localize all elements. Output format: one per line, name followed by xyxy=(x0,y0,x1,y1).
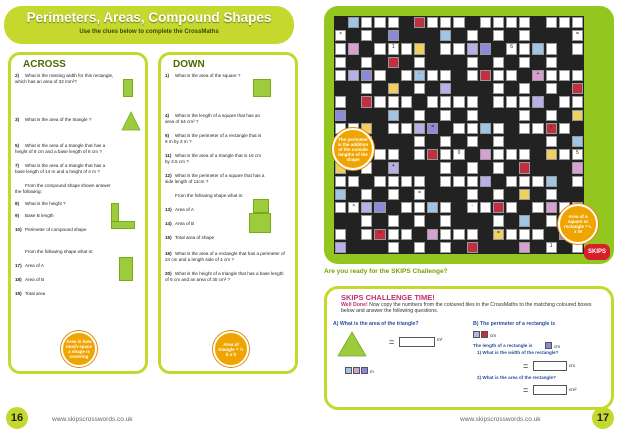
grid-cell[interactable] xyxy=(414,17,425,28)
grid-cell[interactable] xyxy=(493,30,504,41)
unit-cm2: cm² xyxy=(569,387,577,392)
challenge-title: SKIPS CHALLENGE TIME! xyxy=(341,293,435,302)
challenge-text: Well Done! Now copy the numbers from the coloured tiles in the CrossMaths to the matching coloured boxes below and answer the following questions. xyxy=(341,302,592,314)
grid-cell[interactable] xyxy=(374,202,385,213)
unit-cm-length: cm xyxy=(554,344,560,349)
grid-cell[interactable] xyxy=(467,70,478,81)
grid-cell[interactable] xyxy=(388,96,399,107)
grid-cell[interactable] xyxy=(361,202,372,213)
grid-cell[interactable] xyxy=(506,70,517,81)
grid-cell[interactable] xyxy=(440,176,451,187)
grid-cell[interactable] xyxy=(532,202,543,213)
page-number-right: 17 xyxy=(592,407,614,429)
grid-cell[interactable]: 1 xyxy=(388,43,399,54)
grid-cell[interactable]: 1 xyxy=(546,242,557,253)
grid-cell[interactable] xyxy=(493,202,504,213)
grid-cell[interactable] xyxy=(427,229,438,240)
unit-cm: cm xyxy=(490,333,496,338)
down-clue: 1) What is the area of the square ? xyxy=(165,73,241,78)
grid-cell[interactable] xyxy=(361,96,372,107)
down-clue: 4) What is the length of a square that has an area of 64 cm² ? xyxy=(165,113,261,124)
grid-cell[interactable] xyxy=(440,202,451,213)
question-b1: 1) What is the width of the rectangle? xyxy=(477,350,559,355)
colour-tile xyxy=(353,367,360,374)
grid-cell[interactable] xyxy=(519,215,530,226)
grid-cell[interactable] xyxy=(532,229,543,240)
page-title: Perimeters, Areas, Compound Shapes xyxy=(26,10,272,25)
down-clue: 16) What is the area of a rectangle that has a perimeter of 24 cm and a length side of 4 cm ? xyxy=(165,251,285,262)
grid-cell[interactable] xyxy=(480,43,491,54)
grid-cell[interactable] xyxy=(480,149,491,160)
grid-cell[interactable] xyxy=(374,149,385,160)
equals-sign: = xyxy=(389,337,395,347)
grid-cell[interactable] xyxy=(493,149,504,160)
grid-cell[interactable] xyxy=(467,96,478,107)
across-clue: 17) Area of A xyxy=(15,263,44,268)
grid-cell[interactable] xyxy=(467,30,478,41)
grid-cell[interactable] xyxy=(453,96,464,107)
grid-cell[interactable] xyxy=(440,30,451,41)
grid-cell[interactable]: × xyxy=(374,229,385,240)
grid-cell[interactable] xyxy=(572,17,583,28)
grid-cell[interactable] xyxy=(506,176,517,187)
grid-cell[interactable] xyxy=(532,96,543,107)
grid-cell[interactable] xyxy=(519,189,530,200)
answer-box-a[interactable] xyxy=(399,337,435,347)
grid-cell[interactable] xyxy=(414,149,425,160)
equals-sign: = xyxy=(523,361,529,371)
grid-cell[interactable] xyxy=(388,229,399,240)
across-clue: 9) Base B length xyxy=(15,213,54,218)
grid-cell[interactable] xyxy=(348,17,359,28)
grid-cell[interactable] xyxy=(414,83,425,94)
grid-cell[interactable] xyxy=(546,17,557,28)
grid-cell[interactable] xyxy=(493,136,504,147)
grid-cell[interactable] xyxy=(427,17,438,28)
answer-box-b1[interactable] xyxy=(533,361,567,371)
grid-cell[interactable] xyxy=(388,242,399,253)
grid-cell[interactable]: + xyxy=(532,70,543,81)
answer-box-b2[interactable] xyxy=(533,385,567,395)
grid-cell[interactable] xyxy=(493,70,504,81)
grid-cell[interactable]: ÷ xyxy=(546,123,557,134)
grid-cell[interactable] xyxy=(572,176,583,187)
grid-cell[interactable] xyxy=(506,17,517,28)
across-panel xyxy=(8,52,148,374)
grid-cell[interactable] xyxy=(546,189,557,200)
grid-cell[interactable] xyxy=(467,136,478,147)
grid-cell[interactable] xyxy=(388,83,399,94)
grid-cell[interactable] xyxy=(348,43,359,54)
grid-cell[interactable] xyxy=(374,176,385,187)
square-shape xyxy=(253,79,271,97)
grid-cell[interactable] xyxy=(467,229,478,240)
grid-cell[interactable] xyxy=(361,189,372,200)
grid-cell[interactable] xyxy=(388,149,399,160)
grid-cell[interactable] xyxy=(440,149,451,160)
grid-cell[interactable] xyxy=(519,123,530,134)
grid-cell[interactable] xyxy=(493,189,504,200)
grid-cell[interactable] xyxy=(401,176,412,187)
grid-cell[interactable] xyxy=(519,83,530,94)
grid-cell[interactable] xyxy=(467,242,478,253)
grid-cell[interactable] xyxy=(440,70,451,81)
grid-cell[interactable] xyxy=(546,202,557,213)
grid-cell[interactable] xyxy=(440,136,451,147)
down-panel xyxy=(158,52,298,374)
grid-cell[interactable] xyxy=(335,96,346,107)
grid-cell[interactable] xyxy=(335,70,346,81)
grid-cell[interactable] xyxy=(453,176,464,187)
down-heading: DOWN xyxy=(173,59,205,70)
grid-cell[interactable] xyxy=(519,229,530,240)
grid-cell[interactable] xyxy=(348,70,359,81)
grid-cell[interactable] xyxy=(493,96,504,107)
colour-tile xyxy=(345,367,352,374)
grid-cell[interactable] xyxy=(532,43,543,54)
grid-cell[interactable] xyxy=(414,57,425,68)
grid-cell[interactable] xyxy=(546,136,557,147)
grid-cell[interactable] xyxy=(335,229,346,240)
across-heading: ACROSS xyxy=(23,59,66,70)
grid-cell[interactable] xyxy=(440,229,451,240)
grid-cell[interactable] xyxy=(480,17,491,28)
grid-cell[interactable] xyxy=(388,176,399,187)
across-clue: 5) What is the area of a triangle that has a height of 8 cm and a base length of 8 cm ? xyxy=(15,143,106,154)
grid-cell[interactable] xyxy=(427,70,438,81)
grid-cell[interactable] xyxy=(414,202,425,213)
across-clue: 10) Perimeter of compound shape xyxy=(15,227,87,232)
across-clue: From the compound shape shown answer the following: xyxy=(15,183,111,194)
grid-cell[interactable] xyxy=(546,176,557,187)
down-clue: 12) What is the perimeter of a square that has a side length of 11cm ? xyxy=(165,173,265,184)
grid-cell[interactable] xyxy=(493,57,504,68)
question-b-length: The length of a rectangle is xyxy=(473,343,533,348)
grid-cell[interactable]: 5 xyxy=(572,149,583,160)
grid-cell[interactable] xyxy=(506,229,517,240)
unit-m2: m² xyxy=(437,337,443,342)
grid-cell[interactable]: + xyxy=(388,162,399,173)
grid-cell[interactable] xyxy=(572,83,583,94)
grid-cell[interactable] xyxy=(467,189,478,200)
grid-cell[interactable] xyxy=(361,229,372,240)
grid-cell[interactable] xyxy=(493,123,504,134)
grid-cell[interactable] xyxy=(414,242,425,253)
grid-cell[interactable]: × xyxy=(348,202,359,213)
grid-cell[interactable] xyxy=(401,229,412,240)
grid-cell[interactable] xyxy=(440,17,451,28)
grid-cell[interactable] xyxy=(361,70,372,81)
grid-cell[interactable] xyxy=(467,162,478,173)
down-clue: 14) Area of B xyxy=(165,221,195,226)
info-bubble-perimeter: The perimeter is the addition of the outside lengths of the shape xyxy=(332,128,374,170)
question-b: B) The perimeter of a rectangle is xyxy=(473,321,556,327)
grid-cell[interactable] xyxy=(388,17,399,28)
grid-cell[interactable] xyxy=(414,136,425,147)
grid-cell[interactable] xyxy=(335,189,346,200)
right-page xyxy=(310,0,620,435)
grid-cell[interactable] xyxy=(546,83,557,94)
grid-cell[interactable] xyxy=(440,96,451,107)
grid-cell[interactable] xyxy=(519,176,530,187)
grid-cell[interactable] xyxy=(414,176,425,187)
grid-cell[interactable]: - xyxy=(414,70,425,81)
across-clue: From the following shape what is: xyxy=(25,249,94,254)
grid-cell[interactable] xyxy=(506,96,517,107)
grid-cell[interactable] xyxy=(559,123,570,134)
grid-cell[interactable] xyxy=(401,202,412,213)
grid-cell[interactable] xyxy=(388,123,399,134)
grid-cell[interactable] xyxy=(546,149,557,160)
grid-cell[interactable]: × xyxy=(335,30,346,41)
triangle-icon xyxy=(337,331,367,357)
website-link[interactable]: www.skipscrosswords.co.uk xyxy=(52,416,133,423)
triangle-shape xyxy=(121,111,141,131)
grid-cell[interactable] xyxy=(427,149,438,160)
challenge-panel xyxy=(324,286,614,410)
grid-cell[interactable] xyxy=(519,149,530,160)
grid-cell[interactable] xyxy=(519,96,530,107)
grid-cell[interactable] xyxy=(572,96,583,107)
grid-cell[interactable] xyxy=(480,202,491,213)
grid-cell[interactable] xyxy=(546,110,557,121)
grid-cell[interactable] xyxy=(335,202,346,213)
crossmaths-grid xyxy=(334,16,584,254)
grid-cell[interactable] xyxy=(559,17,570,28)
grid-cell[interactable] xyxy=(559,70,570,81)
grid-cell[interactable] xyxy=(453,123,464,134)
grid-cell[interactable] xyxy=(480,123,491,134)
grid-cell[interactable] xyxy=(401,123,412,134)
grid-cell[interactable] xyxy=(414,123,425,134)
grid-cell[interactable] xyxy=(335,110,346,121)
grid-cell[interactable] xyxy=(414,43,425,54)
page-number-left: 16 xyxy=(6,407,28,429)
colour-tile xyxy=(481,331,488,338)
grid-cell[interactable]: = xyxy=(427,123,438,134)
grid-cell[interactable] xyxy=(493,83,504,94)
grid-cell[interactable] xyxy=(572,43,583,54)
grid-cell[interactable] xyxy=(572,70,583,81)
grid-cell[interactable] xyxy=(440,110,451,121)
grid-cell[interactable] xyxy=(427,202,438,213)
grid-cell[interactable] xyxy=(401,70,412,81)
info-bubble-triangle: Area of triangle = ½ b x h xyxy=(213,331,249,367)
grid-cell[interactable] xyxy=(335,43,346,54)
grid-cell[interactable] xyxy=(519,162,530,173)
grid-cell[interactable] xyxy=(480,70,491,81)
colour-tile xyxy=(473,331,480,338)
grid-cell[interactable] xyxy=(559,96,570,107)
grid-cell[interactable] xyxy=(361,57,372,68)
grid-cell[interactable] xyxy=(440,242,451,253)
grid-cell[interactable] xyxy=(388,189,399,200)
grid-cell[interactable] xyxy=(467,110,478,121)
grid-cell[interactable] xyxy=(388,30,399,41)
grid-cell[interactable] xyxy=(506,149,517,160)
grid-cell[interactable] xyxy=(361,215,372,226)
grid-cell[interactable] xyxy=(546,57,557,68)
grid-cell[interactable] xyxy=(427,96,438,107)
down-clue: 13) Area of A xyxy=(165,207,194,212)
down-clue: 5) What is the perimeter of a rectangle that is 9 m by 3 m ? xyxy=(165,133,262,144)
info-bubble-rectangle-area: Area of a square or rectangle = L x W xyxy=(558,204,598,244)
grid-cell[interactable] xyxy=(532,123,543,134)
colour-tile xyxy=(361,367,368,374)
grid-cell[interactable]: = xyxy=(572,30,583,41)
grid-cell[interactable] xyxy=(493,215,504,226)
down-clue: 11) What is the area of a triangle that is 16 cm by 3.5 cm ? xyxy=(165,153,262,164)
grid-cell[interactable] xyxy=(453,17,464,28)
grid-cell[interactable] xyxy=(467,43,478,54)
question-a: A) What is the area of the triangle? xyxy=(333,321,419,327)
unit-cm-width: cm xyxy=(569,363,575,368)
grid-cell[interactable] xyxy=(519,242,530,253)
across-clue: 2) What is the missing width for this rectangle, which has an area of 32 mm²? xyxy=(15,73,114,84)
grid-cell[interactable]: = xyxy=(493,229,504,240)
grid-cell[interactable] xyxy=(519,110,530,121)
grid-cell[interactable]: = xyxy=(414,189,425,200)
grid-cell[interactable] xyxy=(519,57,530,68)
across-clue: 18) Area of B xyxy=(15,277,45,282)
grid-cell[interactable] xyxy=(506,202,517,213)
grid-cell[interactable] xyxy=(388,57,399,68)
website-link-right[interactable]: www.skipscrosswords.co.uk xyxy=(460,416,541,423)
grid-cell[interactable]: - xyxy=(467,202,478,213)
grid-cell[interactable] xyxy=(559,149,570,160)
grid-cell[interactable] xyxy=(532,176,543,187)
grid-cell[interactable] xyxy=(546,43,557,54)
grid-cell[interactable] xyxy=(401,96,412,107)
equals-sign: = xyxy=(523,385,529,395)
grid-cell[interactable] xyxy=(546,70,557,81)
ready-text: Are you ready for the SKIPS Challenge? xyxy=(324,268,448,275)
grid-cell[interactable]: 0 xyxy=(453,149,464,160)
skips-logo: SKIPS xyxy=(584,244,610,260)
grid-cell[interactable] xyxy=(335,57,346,68)
grid-cell[interactable]: 6 xyxy=(506,43,517,54)
grid-cell[interactable] xyxy=(361,83,372,94)
across-clue: 19) Total area xyxy=(15,291,46,296)
title-bar xyxy=(4,6,294,44)
grid-cell[interactable] xyxy=(374,43,385,54)
grid-cell[interactable] xyxy=(335,242,346,253)
grid-cell[interactable] xyxy=(361,30,372,41)
grid-cell[interactable] xyxy=(493,162,504,173)
grid-cell[interactable] xyxy=(572,162,583,173)
grid-cell[interactable] xyxy=(572,110,583,121)
grid-cell[interactable] xyxy=(361,17,372,28)
across-clue: 7) What is the area of a triangle that has a base length of 14 m and a height of 4 m ? xyxy=(15,163,106,174)
info-bubble-area: Area is how much space a shape is covering xyxy=(61,331,97,367)
grid-cell[interactable] xyxy=(453,43,464,54)
grid-cell[interactable] xyxy=(467,176,478,187)
grid-cell[interactable] xyxy=(388,215,399,226)
across-clue: 3) What is the area of the triangle ? xyxy=(15,117,92,122)
grid-cell[interactable] xyxy=(440,43,451,54)
grid-cell[interactable] xyxy=(480,176,491,187)
down-clue: 20) What is the height of a triangle that has a base length of 6 cm and an area of 30 cm² ? xyxy=(165,271,284,282)
colour-tile xyxy=(545,342,552,349)
grid-cell[interactable] xyxy=(519,30,530,41)
grid-cell[interactable] xyxy=(546,215,557,226)
grid-cell[interactable] xyxy=(453,229,464,240)
grid-cell[interactable] xyxy=(467,123,478,134)
grid-cell[interactable] xyxy=(467,57,478,68)
grid-cell[interactable] xyxy=(519,17,530,28)
compound-shape-a xyxy=(119,257,133,281)
grid-cell[interactable] xyxy=(374,70,385,81)
grid-cell[interactable] xyxy=(440,215,451,226)
grid-cell[interactable] xyxy=(414,215,425,226)
grid-cell[interactable] xyxy=(440,162,451,173)
question-b2: 2) What is the area of the rectangle? xyxy=(477,375,556,380)
grid-cell[interactable] xyxy=(519,43,530,54)
grid-cell[interactable] xyxy=(572,136,583,147)
grid-cell[interactable] xyxy=(374,17,385,28)
page-subtitle: Use the clues below to complete the CrossMaths xyxy=(79,29,219,35)
down-clue: 15) Total area of shape xyxy=(165,235,215,240)
rectangle-shape xyxy=(123,79,133,97)
grid-cell[interactable] xyxy=(388,110,399,121)
down-clue: From the following shape what is: xyxy=(175,193,244,198)
grid-cell[interactable] xyxy=(493,17,504,28)
grid-cell[interactable] xyxy=(374,96,385,107)
grid-cell[interactable] xyxy=(414,110,425,121)
across-clue: 8) What is the height ? xyxy=(15,201,66,206)
grid-cell[interactable] xyxy=(348,176,359,187)
unit-m: m xyxy=(370,369,374,374)
grid-cell[interactable] xyxy=(335,176,346,187)
grid-cell[interactable] xyxy=(440,83,451,94)
grid-cell[interactable] xyxy=(401,43,412,54)
